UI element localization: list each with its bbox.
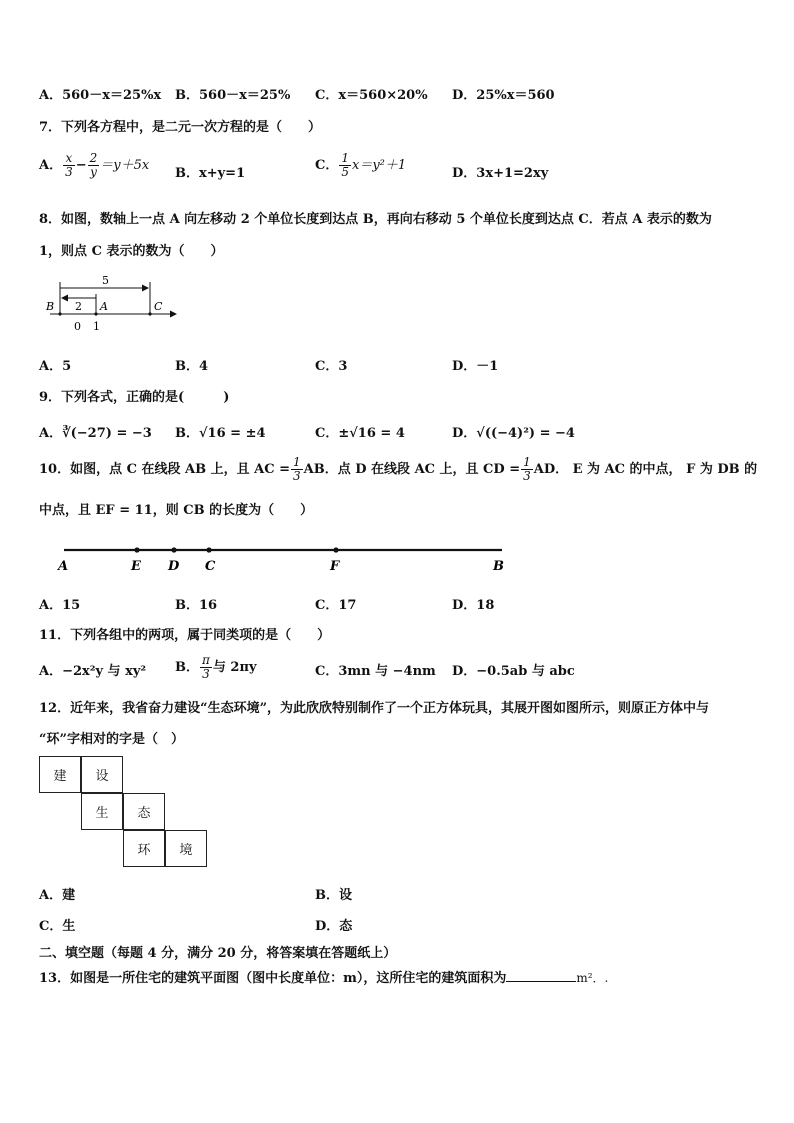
label-e: E [131,559,141,574]
q6-option-c: C．x＝560×20% [315,88,428,103]
q11-option-b: B． $\frac{\pi}{3}$ 与 2πy [175,653,257,681]
q10-option-c: C．17 [315,598,357,613]
q8-stem-line2: 1，则点 C 表示的数为（ ） [39,244,224,259]
q12-stem-line2: “环”字相对的字是（ ） [39,732,184,747]
point-b [58,312,61,315]
q11-stem: 11．下列各组中的两项，属于同类项的是（ ） [39,628,331,643]
q10-option-d: D．18 [452,598,495,613]
net-cell-huan: 环 [123,830,165,867]
q8-stem-line1: 8．如图，数轴上一点 A 向左移动 2 个单位长度到达点 B，再向右移动 5 个单位长度到达点 C．若点 A 表示的数为 [39,212,712,227]
q6-option-b: B．560－x＝25% [175,88,291,103]
q7-option-a: A． $\frac{x}{3}$ − $\frac{2}{y}$ ＝y＋5x [39,151,150,179]
q9-stem: 9．下列各式，正确的是( ) [39,390,230,405]
q9-option-b: B．√16 = ±4 [175,426,266,441]
q6-option-a: A．560－x＝25%x [39,88,162,103]
label-a: A [58,559,69,574]
q12-stem-line1: 12．近年来，我省奋力建设“生态环境”，为此欣欣特别制作了一个正方体玩具，其展开图如图所示，则原正方体中与 [39,701,710,716]
q10-stem-line2: 中点，且 EF = 11，则 CB 的长度为（ ） [39,503,314,518]
tick-label-1: 1 [93,320,100,333]
q9-option-a: A．∛(−27) = −3 [39,426,152,441]
q11-option-d: D．−0.5ab 与 abc [452,664,575,679]
tick-label-0: 0 [74,320,81,333]
net-cell-she: 设 [81,756,123,793]
q10-stem-line1: 10．如图，点 C 在线段 AB 上，且 AC = $\frac{1}{3}$ AB．点 D 在线段 AC 上，且 CD = $\frac{1}{3}$ AD． E 为 AC 的中点， F 为 DB 的 [39,455,758,483]
q7-option-c: C． $\frac{1}{5}$ x＝y²＋1 [315,151,407,179]
net-cell-jian: 建 [39,756,81,793]
point-c [148,312,151,315]
q12-option-c: C．生 [39,919,76,934]
segment-figure [56,540,516,576]
q6-option-d: D．25%x＝560 [452,88,555,103]
label-a: A [100,300,108,313]
section-2-heading: 二、填空题（每题 4 分，满分 20 分，将答案填在答题纸上） [39,946,397,961]
point-e [134,547,139,552]
q7-stem: 7．下列各方程中，是二元一次方程的是（ ） [39,120,322,135]
q8-option-d: D．－1 [452,359,499,374]
q8-option-a: A．5 [39,359,72,374]
point-c [206,547,211,552]
label-c: C [154,300,163,313]
label-2: 2 [75,300,82,313]
q7-option-b: B．x+y=1 [175,166,246,181]
q9-option-d: D．√((−4)²) = −4 [452,426,575,441]
label-b: B [46,300,55,313]
net-cell-tai: 态 [123,793,165,830]
number-line-figure [40,272,190,334]
label-c: C [205,559,216,574]
label-b: B [493,559,504,574]
label-d: D [168,559,180,574]
label-f: F [330,559,340,574]
q10-option-b: B．16 [175,598,218,613]
answer-blank[interactable] [506,969,576,982]
q8-option-b: B．4 [175,359,209,374]
q9-option-c: C．±√16 = 4 [315,426,405,441]
q12-option-b: B．设 [315,888,352,903]
label-5: 5 [102,274,109,287]
q11-option-a: A．−2x²y 与 xy² [39,664,147,679]
point-f [333,547,338,552]
q12-option-a: A．建 [39,888,76,903]
q10-option-a: A．15 [39,598,81,613]
net-cell-jing: 境 [165,830,207,867]
q8-option-c: C．3 [315,359,348,374]
q13-stem: 13．如图是一所住宅的建筑平面图（图中长度单位：m），这所住宅的建筑面积为 m²．. [39,971,609,986]
point-a [94,312,97,315]
q11-option-c: C．3mn 与 −4nm [315,664,436,679]
q12-option-d: D．态 [315,919,353,934]
point-d [171,547,176,552]
q7-option-d: D．3x+1=2xy [452,166,549,181]
net-cell-sheng: 生 [81,793,123,830]
